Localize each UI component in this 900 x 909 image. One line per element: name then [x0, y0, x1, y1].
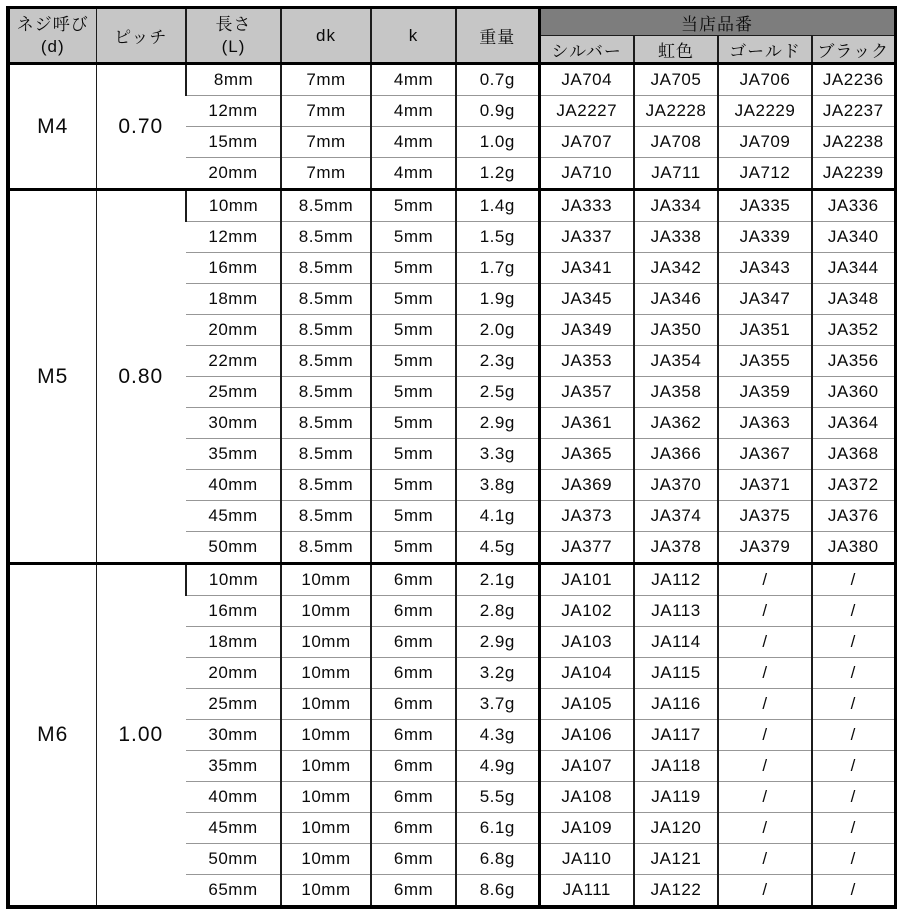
- col-header-weight: 重量: [456, 8, 539, 64]
- cell-k: 4mm: [371, 64, 456, 96]
- col-header-designation-line1: ネジ呼び: [16, 15, 89, 35]
- cell-k: 5mm: [371, 470, 456, 501]
- cell-dk: 10mm: [281, 627, 371, 658]
- cell-length: 50mm: [186, 532, 281, 564]
- cell-weight: 1.4g: [456, 190, 539, 222]
- cell-code-black: JA336: [812, 190, 895, 222]
- cell-code-black: JA340: [812, 222, 895, 253]
- cell-code-black: /: [812, 751, 895, 782]
- cell-length: 25mm: [186, 689, 281, 720]
- cell-code-black: JA348: [812, 284, 895, 315]
- cell-code-silver: JA353: [539, 346, 634, 377]
- cell-code-gold: JA351: [718, 315, 812, 346]
- cell-k: 5mm: [371, 190, 456, 222]
- cell-code-rainbow: JA358: [634, 377, 718, 408]
- cell-k: 5mm: [371, 408, 456, 439]
- cell-code-gold: /: [718, 875, 812, 908]
- col-header-length-line2: (L): [221, 36, 246, 56]
- cell-code-silver: JA707: [539, 127, 634, 158]
- cell-code-silver: JA337: [539, 222, 634, 253]
- cell-code-black: JA368: [812, 439, 895, 470]
- cell-k: 5mm: [371, 253, 456, 284]
- cell-code-rainbow: JA378: [634, 532, 718, 564]
- cell-k: 6mm: [371, 844, 456, 875]
- cell-length: 15mm: [186, 127, 281, 158]
- cell-weight: 1.7g: [456, 253, 539, 284]
- cell-code-black: /: [812, 844, 895, 875]
- table-row: [8, 64, 895, 96]
- col-header-dk: dk: [281, 8, 371, 64]
- table-row: [8, 190, 895, 222]
- cell-code-silver: JA704: [539, 64, 634, 96]
- cell-code-black: /: [812, 813, 895, 844]
- col-header-designation: [8, 8, 96, 64]
- cell-code-gold: JA375: [718, 501, 812, 532]
- cell-k: 5mm: [371, 501, 456, 532]
- cell-code-rainbow: JA121: [634, 844, 718, 875]
- cell-weight: 2.1g: [456, 564, 539, 596]
- cell-k: 6mm: [371, 596, 456, 627]
- cell-dk: 8.5mm: [281, 501, 371, 532]
- cell-code-rainbow: JA113: [634, 596, 718, 627]
- cell-code-black: /: [812, 627, 895, 658]
- cell-code-gold: JA709: [718, 127, 812, 158]
- cell-dk: 8.5mm: [281, 408, 371, 439]
- cell-weight: 1.0g: [456, 127, 539, 158]
- cell-code-black: /: [812, 782, 895, 813]
- cell-dk: 10mm: [281, 720, 371, 751]
- cell-pitch: 1.00: [96, 564, 186, 908]
- cell-code-silver: JA103: [539, 627, 634, 658]
- cell-code-silver: JA108: [539, 782, 634, 813]
- cell-weight: 2.0g: [456, 315, 539, 346]
- cell-length: 18mm: [186, 627, 281, 658]
- cell-code-black: JA360: [812, 377, 895, 408]
- cell-dk: 7mm: [281, 127, 371, 158]
- col-header-k: k: [371, 8, 456, 64]
- cell-dk: 8.5mm: [281, 253, 371, 284]
- cell-k: 5mm: [371, 346, 456, 377]
- cell-dk: 8.5mm: [281, 470, 371, 501]
- cell-weight: 0.7g: [456, 64, 539, 96]
- cell-code-gold: /: [718, 689, 812, 720]
- cell-dk: 10mm: [281, 689, 371, 720]
- cell-weight: 3.2g: [456, 658, 539, 689]
- cell-length: 18mm: [186, 284, 281, 315]
- cell-k: 4mm: [371, 158, 456, 190]
- cell-code-rainbow: JA117: [634, 720, 718, 751]
- cell-length: 45mm: [186, 501, 281, 532]
- cell-code-silver: JA102: [539, 596, 634, 627]
- cell-k: 6mm: [371, 689, 456, 720]
- cell-code-gold: JA343: [718, 253, 812, 284]
- cell-length: 20mm: [186, 315, 281, 346]
- cell-weight: 3.8g: [456, 470, 539, 501]
- cell-dk: 10mm: [281, 596, 371, 627]
- cell-code-black: JA380: [812, 532, 895, 564]
- cell-weight: 4.9g: [456, 751, 539, 782]
- cell-code-black: /: [812, 689, 895, 720]
- cell-weight: 1.9g: [456, 284, 539, 315]
- cell-length: 8mm: [186, 64, 281, 96]
- cell-code-silver: JA101: [539, 564, 634, 596]
- cell-k: 6mm: [371, 782, 456, 813]
- cell-weight: 4.5g: [456, 532, 539, 564]
- cell-code-black: JA352: [812, 315, 895, 346]
- cell-code-gold: JA347: [718, 284, 812, 315]
- cell-k: 5mm: [371, 377, 456, 408]
- cell-code-black: JA356: [812, 346, 895, 377]
- cell-dk: 8.5mm: [281, 532, 371, 564]
- cell-weight: 3.3g: [456, 439, 539, 470]
- cell-designation: M4: [8, 64, 96, 190]
- cell-code-rainbow: JA119: [634, 782, 718, 813]
- cell-dk: 8.5mm: [281, 439, 371, 470]
- cell-code-gold: JA2229: [718, 96, 812, 127]
- cell-length: 16mm: [186, 596, 281, 627]
- cell-length: 40mm: [186, 470, 281, 501]
- cell-weight: 4.3g: [456, 720, 539, 751]
- cell-pitch: 0.70: [96, 64, 186, 190]
- group-M6: [8, 564, 895, 908]
- cell-code-gold: JA335: [718, 190, 812, 222]
- cell-code-rainbow: JA354: [634, 346, 718, 377]
- cell-length: 35mm: [186, 751, 281, 782]
- cell-weight: 3.7g: [456, 689, 539, 720]
- cell-code-rainbow: JA374: [634, 501, 718, 532]
- cell-code-silver: JA345: [539, 284, 634, 315]
- cell-code-silver: JA377: [539, 532, 634, 564]
- cell-code-silver: JA333: [539, 190, 634, 222]
- cell-dk: 10mm: [281, 658, 371, 689]
- cell-length: 25mm: [186, 377, 281, 408]
- cell-code-black: /: [812, 720, 895, 751]
- cell-k: 5mm: [371, 439, 456, 470]
- cell-weight: 4.1g: [456, 501, 539, 532]
- cell-code-gold: JA706: [718, 64, 812, 96]
- cell-code-gold: JA379: [718, 532, 812, 564]
- cell-code-rainbow: JA115: [634, 658, 718, 689]
- col-header-designation-line2: (d): [40, 36, 65, 56]
- cell-code-black: JA372: [812, 470, 895, 501]
- cell-code-gold: /: [718, 782, 812, 813]
- group-M4: [8, 64, 895, 190]
- cell-k: 6mm: [371, 658, 456, 689]
- header-row-1: [8, 8, 895, 36]
- cell-code-black: /: [812, 564, 895, 596]
- cell-code-silver: JA357: [539, 377, 634, 408]
- cell-length: 16mm: [186, 253, 281, 284]
- col-header-black: ブラック: [812, 36, 895, 64]
- cell-length: 50mm: [186, 844, 281, 875]
- cell-weight: 2.8g: [456, 596, 539, 627]
- cell-dk: 8.5mm: [281, 190, 371, 222]
- cell-code-black: JA344: [812, 253, 895, 284]
- cell-code-gold: JA355: [718, 346, 812, 377]
- cell-pitch: 0.80: [96, 190, 186, 564]
- cell-code-rainbow: JA122: [634, 875, 718, 908]
- cell-code-silver: JA2227: [539, 96, 634, 127]
- cell-k: 6mm: [371, 720, 456, 751]
- cell-length: 40mm: [186, 782, 281, 813]
- cell-code-black: JA2239: [812, 158, 895, 190]
- cell-dk: 10mm: [281, 813, 371, 844]
- cell-k: 6mm: [371, 875, 456, 908]
- cell-code-rainbow: JA370: [634, 470, 718, 501]
- cell-dk: 7mm: [281, 96, 371, 127]
- cell-length: 45mm: [186, 813, 281, 844]
- cell-code-rainbow: JA112: [634, 564, 718, 596]
- cell-length: 22mm: [186, 346, 281, 377]
- cell-weight: 2.5g: [456, 377, 539, 408]
- cell-weight: 6.8g: [456, 844, 539, 875]
- cell-code-black: JA2238: [812, 127, 895, 158]
- cell-code-gold: JA363: [718, 408, 812, 439]
- cell-code-silver: JA365: [539, 439, 634, 470]
- cell-dk: 7mm: [281, 158, 371, 190]
- cell-code-gold: /: [718, 564, 812, 596]
- cell-dk: 8.5mm: [281, 346, 371, 377]
- cell-k: 5mm: [371, 315, 456, 346]
- cell-length: 12mm: [186, 222, 281, 253]
- cell-dk: 8.5mm: [281, 315, 371, 346]
- col-header-length: [186, 8, 281, 64]
- cell-code-gold: JA371: [718, 470, 812, 501]
- cell-k: 5mm: [371, 532, 456, 564]
- cell-code-black: JA376: [812, 501, 895, 532]
- cell-weight: 1.2g: [456, 158, 539, 190]
- cell-dk: 10mm: [281, 844, 371, 875]
- cell-dk: 10mm: [281, 751, 371, 782]
- cell-length: 30mm: [186, 720, 281, 751]
- cell-length: 20mm: [186, 158, 281, 190]
- col-header-silver: シルバー: [539, 36, 634, 64]
- cell-dk: 10mm: [281, 875, 371, 908]
- cell-code-silver: JA710: [539, 158, 634, 190]
- table-row: [8, 564, 895, 596]
- cell-weight: 8.6g: [456, 875, 539, 908]
- cell-code-gold: /: [718, 658, 812, 689]
- cell-code-rainbow: JA2228: [634, 96, 718, 127]
- cell-dk: 8.5mm: [281, 222, 371, 253]
- cell-code-silver: JA111: [539, 875, 634, 908]
- cell-code-gold: /: [718, 813, 812, 844]
- cell-code-silver: JA349: [539, 315, 634, 346]
- cell-code-silver: JA361: [539, 408, 634, 439]
- cell-code-gold: /: [718, 844, 812, 875]
- cell-k: 4mm: [371, 96, 456, 127]
- cell-length: 10mm: [186, 190, 281, 222]
- cell-code-silver: JA373: [539, 501, 634, 532]
- cell-code-gold: JA712: [718, 158, 812, 190]
- cell-code-gold: JA367: [718, 439, 812, 470]
- cell-code-silver: JA369: [539, 470, 634, 501]
- cell-code-rainbow: JA116: [634, 689, 718, 720]
- cell-code-gold: /: [718, 751, 812, 782]
- cell-dk: 10mm: [281, 564, 371, 596]
- cell-code-silver: JA110: [539, 844, 634, 875]
- cell-code-black: JA2237: [812, 96, 895, 127]
- cell-dk: 7mm: [281, 64, 371, 96]
- spec-table: [6, 6, 897, 909]
- group-M5: [8, 190, 895, 564]
- col-header-rainbow: 虹色: [634, 36, 718, 64]
- cell-code-silver: JA104: [539, 658, 634, 689]
- cell-weight: 2.3g: [456, 346, 539, 377]
- cell-code-rainbow: JA366: [634, 439, 718, 470]
- cell-k: 6mm: [371, 627, 456, 658]
- cell-k: 6mm: [371, 813, 456, 844]
- cell-code-gold: JA359: [718, 377, 812, 408]
- cell-code-rainbow: JA362: [634, 408, 718, 439]
- cell-code-rainbow: JA711: [634, 158, 718, 190]
- col-header-product-codes: 当店品番: [539, 8, 895, 36]
- cell-code-rainbow: JA120: [634, 813, 718, 844]
- cell-code-silver: JA341: [539, 253, 634, 284]
- cell-length: 10mm: [186, 564, 281, 596]
- cell-code-rainbow: JA118: [634, 751, 718, 782]
- cell-code-rainbow: JA342: [634, 253, 718, 284]
- cell-code-rainbow: JA338: [634, 222, 718, 253]
- cell-code-black: /: [812, 658, 895, 689]
- cell-code-black: /: [812, 596, 895, 627]
- cell-code-silver: JA109: [539, 813, 634, 844]
- cell-code-black: /: [812, 875, 895, 908]
- cell-length: 35mm: [186, 439, 281, 470]
- cell-k: 5mm: [371, 222, 456, 253]
- table-header: [8, 8, 895, 64]
- cell-weight: 2.9g: [456, 408, 539, 439]
- cell-code-rainbow: JA350: [634, 315, 718, 346]
- cell-code-silver: JA105: [539, 689, 634, 720]
- cell-k: 4mm: [371, 127, 456, 158]
- cell-code-black: JA364: [812, 408, 895, 439]
- cell-dk: 10mm: [281, 782, 371, 813]
- cell-code-silver: JA106: [539, 720, 634, 751]
- cell-weight: 2.9g: [456, 627, 539, 658]
- cell-code-gold: /: [718, 627, 812, 658]
- cell-code-rainbow: JA346: [634, 284, 718, 315]
- cell-weight: 6.1g: [456, 813, 539, 844]
- cell-weight: 5.5g: [456, 782, 539, 813]
- col-header-length-line1: 長さ: [215, 15, 252, 35]
- cell-dk: 8.5mm: [281, 377, 371, 408]
- cell-code-silver: JA107: [539, 751, 634, 782]
- cell-dk: 8.5mm: [281, 284, 371, 315]
- cell-weight: 1.5g: [456, 222, 539, 253]
- cell-code-gold: JA339: [718, 222, 812, 253]
- cell-designation: M5: [8, 190, 96, 564]
- cell-designation: M6: [8, 564, 96, 908]
- cell-weight: 0.9g: [456, 96, 539, 127]
- col-header-gold: ゴールド: [718, 36, 812, 64]
- cell-code-rainbow: JA705: [634, 64, 718, 96]
- cell-code-rainbow: JA114: [634, 627, 718, 658]
- cell-k: 6mm: [371, 564, 456, 596]
- cell-length: 20mm: [186, 658, 281, 689]
- cell-code-gold: /: [718, 596, 812, 627]
- cell-length: 12mm: [186, 96, 281, 127]
- cell-k: 6mm: [371, 751, 456, 782]
- cell-code-rainbow: JA334: [634, 190, 718, 222]
- cell-code-gold: /: [718, 720, 812, 751]
- cell-length: 30mm: [186, 408, 281, 439]
- cell-k: 5mm: [371, 284, 456, 315]
- cell-code-black: JA2236: [812, 64, 895, 96]
- cell-length: 65mm: [186, 875, 281, 908]
- cell-code-rainbow: JA708: [634, 127, 718, 158]
- col-header-pitch: ピッチ: [96, 8, 186, 64]
